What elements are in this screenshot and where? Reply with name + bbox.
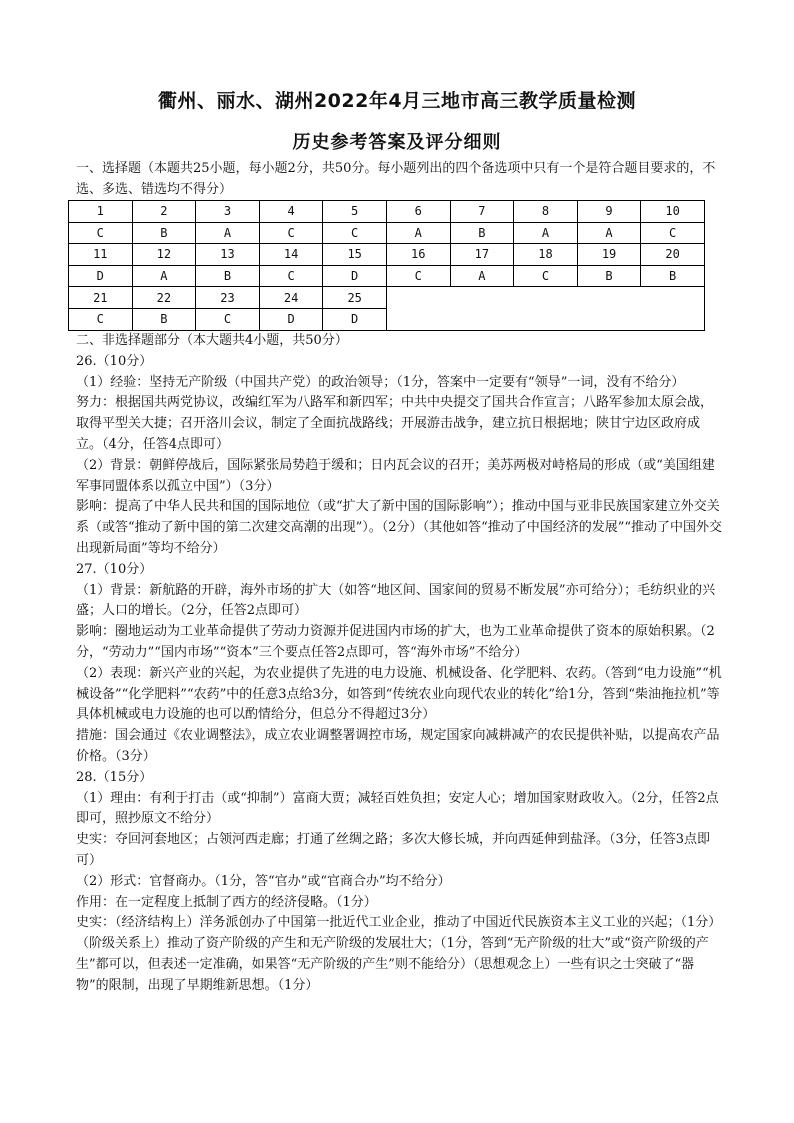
answer-paragraph: 史实：夺回河套地区；占领河西走廊；打通了丝绸之路；多次大修长城，并向西延伸到盐泽。（3分，任答3点即可） — [76, 832, 711, 868]
table-cell: 23 — [196, 287, 260, 309]
question-27-header: 27.（10分） — [76, 561, 153, 577]
table-cell: A — [514, 222, 578, 244]
table-cell: D — [323, 308, 387, 330]
table-cell: B — [196, 265, 260, 287]
table-cell: 24 — [259, 287, 323, 309]
table-cell: C — [386, 265, 450, 287]
answer-paragraph: （2）形式：官督商办。（1分，答“官办”或“官商合办”均不给分） — [76, 873, 451, 889]
answer-paragraph: 努力：根据国共两党协议，改编红军为八路军和新四军；中共中央提交了国共合作宣言；八路军参加太原会战，取得平型关大捷；召开洛川会议，制定了全面抗战路线；开展游击战争，建立抗日根据地；陕甘宁边区政府成立。（4分，任答4点即可） — [76, 395, 714, 452]
table-cell: 7 — [450, 201, 514, 223]
table-cell: 21 — [69, 287, 133, 309]
page-subtitle: 历史参考答案及评分细则 — [292, 132, 502, 153]
answer-paragraph: 史实：（经济结构上）洋务派创办了中国第一批近代工业企业，推动了中国近代民族资本主义工业的兴起；（1分）（阶级关系上）推动了资产阶级的产生和无产阶级的发展壮大；（1分，答到“无产阶级的壮大”或“资产阶级的产生”都可以，但表述一定准确，如果答“无产阶级的产生”则不能给分）（思想观念上）一些有识之士突破了“器物”的限制，出现了早期维新思想。（1分） — [76, 915, 722, 993]
table-cell: D — [323, 265, 387, 287]
table-cell: A — [196, 222, 260, 244]
question-28-header: 28.（15分） — [76, 769, 153, 785]
table-cell: 3 — [196, 201, 260, 223]
table-cell: 10 — [641, 201, 705, 223]
table-cell: 16 — [386, 244, 450, 266]
table-cell: B — [132, 222, 196, 244]
table-cell: C — [69, 308, 133, 330]
section-2 — [76, 331, 722, 997]
answer-paragraph: 影响：圈地运动为工业革命提供了劳动力资源并促进国内市场的扩大，也为工业革命提供了资本的原始积累。（2分，“劳动力”“国内市场”“资本”三个要点任答2点即可，答“海外市场”不给分） — [76, 624, 715, 660]
answer-paragraph: （2）表现：新兴产业的兴起，为农业提供了先进的电力设施、机械设备、化学肥料、农药。（答到“电力设施”“机械设备”“化学肥料”“农药”中的任意3点给3分，如答到“传统农业向现代农业的转化”给1分，答到“柴油拖拉机”等具体机械或电力设施的也可以酌情给分，但总分不得超过3分） — [76, 665, 722, 723]
page-title: 衢州、丽水、湖州2022年4月三地市高三教学质量检测 — [157, 90, 637, 112]
answer-paragraph: （1）经验：坚持无产阶级（中国共产党）的政治领导；（1分，答案中一定要有“领导”一词，没有不给分） — [76, 374, 685, 390]
table-cell: 14 — [259, 244, 323, 266]
table-cell: 17 — [450, 244, 514, 266]
table-cell: 13 — [196, 244, 260, 266]
table-cell: 12 — [132, 244, 196, 266]
table-cell: 15 — [323, 244, 387, 266]
table-cell: 9 — [577, 201, 641, 223]
table-cell: A — [132, 265, 196, 287]
table-cell: A — [450, 265, 514, 287]
table-cell: C — [514, 265, 578, 287]
table-cell: C — [196, 308, 260, 330]
answer-table — [68, 200, 705, 331]
table-cell: 6 — [386, 201, 450, 223]
answer-paragraph: 影响：提高了中华人民共和国的国际地位（或“扩大了新中国的国际影响”）；推动中国与亚非民族国家建立外交关系（或答“推动了新中国的第二次建交高潮的出现”）。（2分）（其他如答“推动了中国经济的发展”“推动了中国外交出现新局面”等均不给分） — [76, 499, 723, 556]
section-2-heading: 二、非选择题部分（本大题共4小题，共50分） — [76, 333, 348, 348]
answer-paragraph: 措施：国会通过《农业调整法》，成立农业调整署调控市场，规定国家向减耕减产的农民提供补贴，以提高农产品价格。（3分） — [76, 728, 720, 764]
table-cell: B — [450, 222, 514, 244]
table-cell: A — [577, 222, 641, 244]
table-cell: B — [641, 265, 705, 287]
table-cell: C — [69, 222, 133, 244]
table-cell: C — [259, 265, 323, 287]
table-cell: 25 — [323, 287, 387, 309]
table-cell: C — [641, 222, 705, 244]
answer-paragraph: （2）背景：朝鲜停战后，国际紧张局势趋于缓和；日内瓦会议的召开；美苏两极对峙格局的形成（或“美国组建军事同盟体系以孤立中国”）（3分） — [76, 457, 715, 494]
table-cell: 2 — [132, 201, 196, 223]
table-cell: 18 — [514, 244, 578, 266]
table-cell: 20 — [641, 244, 705, 266]
table-cell: 5 — [323, 201, 387, 223]
section-1-heading: 一、选择题（本题共25小题，每小题2分，共50分。每小题列出的四个备选项中只有一个是符合题目要求的，不选、多选、错选均不得分） — [76, 161, 716, 197]
table-cell: 4 — [259, 201, 323, 223]
table-blank-area — [386, 287, 704, 330]
table-cell: B — [577, 265, 641, 287]
table-cell: 11 — [69, 244, 133, 266]
table-row — [69, 222, 705, 244]
answer-paragraph: （1）理由：有利于打击（或“抑制”）富商大贾；减轻百姓负担；安定人心；增加国家财政收入。（2分，任答2点即可，照抄原文不给分） — [76, 790, 719, 827]
table-cell: C — [323, 222, 387, 244]
table-row — [69, 201, 705, 223]
answer-paragraph: 作用：在一定程度上抵制了西方的经济侵略。（1分） — [76, 894, 377, 910]
table-cell: D — [69, 265, 133, 287]
table-cell: C — [259, 222, 323, 244]
table-cell: B — [132, 308, 196, 330]
table-cell: A — [386, 222, 450, 244]
table-row — [69, 287, 705, 309]
table-cell: 1 — [69, 201, 133, 223]
table-cell: D — [259, 308, 323, 330]
table-cell: 22 — [132, 287, 196, 309]
table-row — [69, 244, 705, 266]
answer-paragraph: （1）背景：新航路的开辟，海外市场的扩大（如答“地区间、国家间的贸易不断发展”亦可给分）；毛纺织业的兴盛；人口的增长。（2分，任答2点即可） — [76, 582, 716, 619]
table-cell: 19 — [577, 244, 641, 266]
question-26-header: 26.（10分） — [76, 353, 153, 369]
table-row — [69, 265, 705, 287]
table-cell: 8 — [514, 201, 578, 223]
